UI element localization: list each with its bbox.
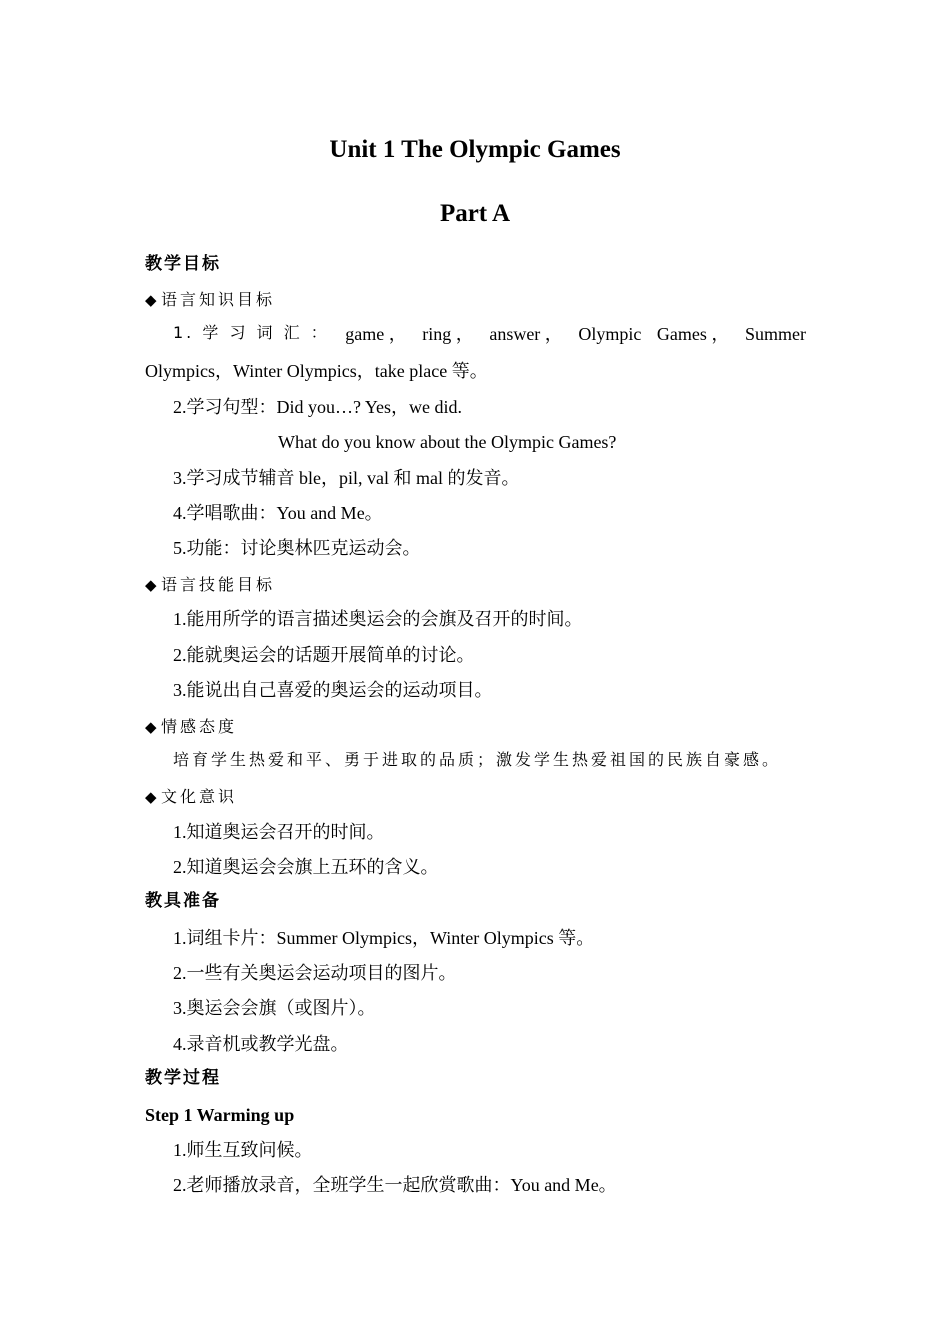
diamond-bullet-icon: ◆ bbox=[145, 576, 157, 594]
culture-item-1: 1.知道奥运会召开的时间。 bbox=[173, 822, 385, 842]
diamond-bullet-icon: ◆ bbox=[145, 788, 157, 806]
bullet-emotion bbox=[145, 717, 237, 735]
vocab-line-continued: Olympics，Winter Olympics，take place 等。 bbox=[145, 361, 488, 381]
document-title: Unit 1 The Olympic Games bbox=[329, 136, 621, 163]
document-subtitle: Part A bbox=[439, 200, 511, 227]
culture-item-2: 2.知道奥运会会旗上五环的含义。 bbox=[173, 857, 439, 877]
vocab-token: Games ， bbox=[656, 324, 730, 344]
skills-item-3: 3.能说出自己喜爱的奥运会的运动项目。 bbox=[173, 680, 493, 700]
sentence-pattern-line: 2.学习句型：Did you…? Yes，we did. bbox=[173, 397, 463, 417]
emotion-item-1: 培育学生热爱和平、勇于进取的品质；激发学生热爱祖国的民族自豪感。 bbox=[173, 750, 782, 769]
section-heading-goals: 教学目标 bbox=[145, 254, 221, 274]
vocab-token: game ， bbox=[345, 324, 407, 344]
song-line: 4.学唱歌曲：You and Me。 bbox=[173, 503, 383, 523]
sentence-pattern-line-2: What do you know about the Olympic Games? bbox=[278, 432, 617, 452]
phonics-line: 3.学习成节辅音 ble，pil, val 和 mal 的发音。 bbox=[173, 468, 520, 488]
vocab-token: 1. 学 习 词 汇 ： bbox=[173, 323, 330, 342]
section-heading-tools: 教具准备 bbox=[145, 891, 221, 911]
diamond-bullet-icon: ◆ bbox=[145, 291, 157, 309]
tools-item-4: 4.录音机或教学光盘。 bbox=[173, 1034, 349, 1054]
bullet-lang-skills bbox=[145, 575, 275, 593]
section-heading-process: 教学过程 bbox=[145, 1068, 221, 1088]
vocab-token: Summer bbox=[744, 324, 806, 344]
vocab-line bbox=[173, 325, 806, 343]
diamond-bullet-icon: ◆ bbox=[145, 718, 157, 736]
bullet-lang-knowledge bbox=[145, 290, 275, 308]
step-item-2: 2.老师播放录音，全班学生一起欣赏歌曲：You and Me。 bbox=[173, 1175, 617, 1195]
subheading-emotion: 情感态度 bbox=[161, 717, 238, 736]
function-line: 5.功能：讨论奥林匹克运动会。 bbox=[173, 538, 421, 558]
step-heading: Step 1 Warming up bbox=[145, 1105, 295, 1125]
subheading-lang-skills: 语言技能目标 bbox=[161, 575, 276, 594]
tools-item-3: 3.奥运会会旗（或图片）。 bbox=[173, 998, 376, 1018]
skills-item-2: 2.能就奥运会的话题开展简单的讨论。 bbox=[173, 645, 475, 665]
vocab-token: ring ， bbox=[422, 324, 474, 344]
bullet-culture bbox=[145, 787, 237, 805]
vocab-token: answer ， bbox=[489, 324, 563, 344]
subheading-lang-knowledge: 语言知识目标 bbox=[161, 290, 276, 309]
tools-item-1: 1.词组卡片：Summer Olympics，Winter Olympics 等。 bbox=[173, 928, 595, 948]
skills-item-1: 1.能用所学的语言描述奥运会的会旗及召开的时间。 bbox=[173, 609, 583, 629]
vocab-token: Olympic bbox=[578, 324, 642, 344]
step-item-1: 1.师生互致问候。 bbox=[173, 1140, 313, 1160]
tools-item-2: 2.一些有关奥运会运动项目的图片。 bbox=[173, 963, 457, 983]
subheading-culture: 文化意识 bbox=[161, 787, 238, 806]
